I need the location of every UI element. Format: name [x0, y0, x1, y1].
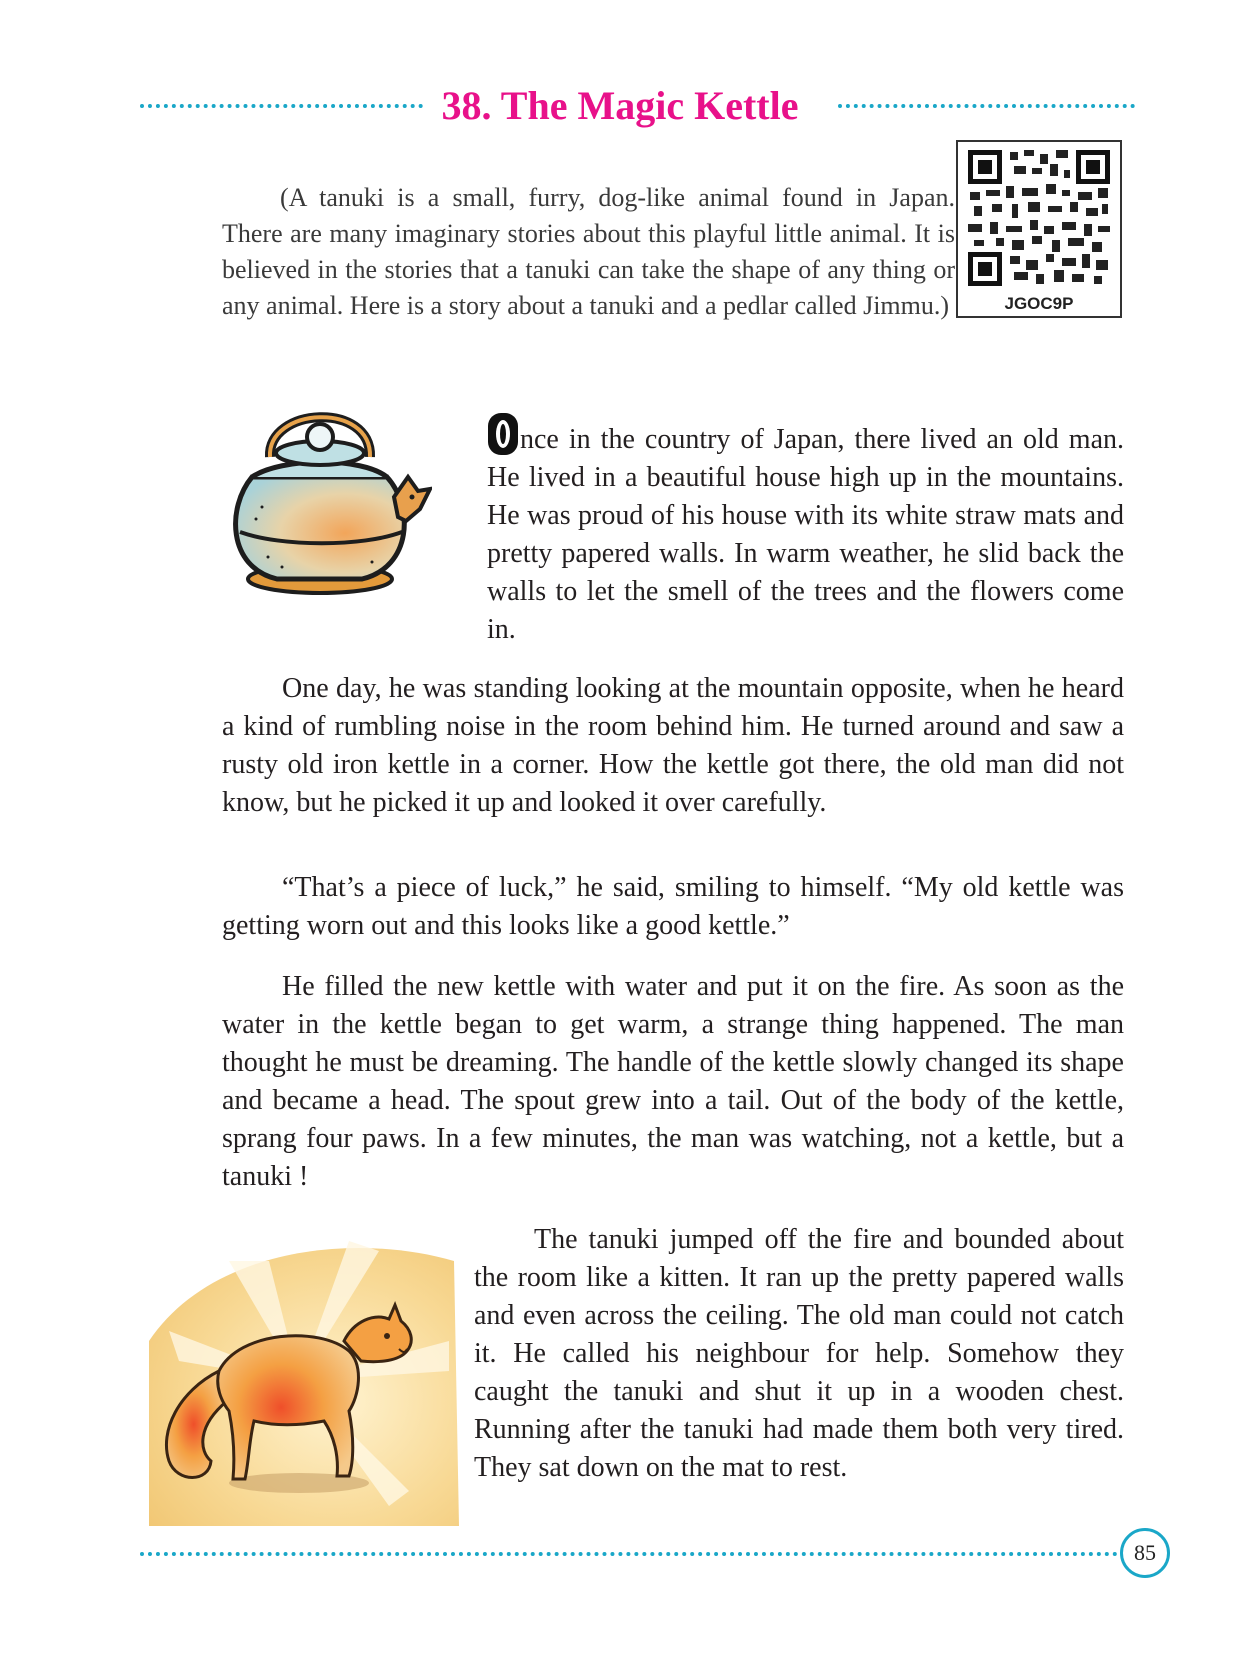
page-number-badge: [1120, 1528, 1170, 1578]
tanuki-illustration: [149, 1221, 459, 1526]
story-paragraph-3-text: “That’s a piece of luck,” he said, smiling to himself. “My old kettle was getting worn out and this looks like a good kettle.”: [222, 872, 1124, 941]
page-number: 85: [1134, 1540, 1156, 1565]
story-paragraph-5-text: The tanuki jumped off the fire and bounded about the room like a kitten. It ran up the pretty papered walls and even across the ceiling. The old man could not catch it. He called his neighbour for help. Somehow they caught the tanuki and shut it up in a wooden chest. Running after the tanuki had made them both very tired. They sat down on the mat to rest.: [474, 1224, 1124, 1483]
story-paragraph-4-text: He filled the new kettle with water and put it on the fire. As soon as the water in the kettle began to get warm, a strange thing happened. The man thought he must be dreaming. The handle of the kettle slowly changed its shape and became a head. The spout grew into a tail. Out of the body of the kettle, sprang four paws. In a few minutes, the man was watching, not a kettle, but a tanuki !: [222, 971, 1124, 1192]
story-paragraph-1-text: nce in the country of Japan, there lived an old man. He lived in a beautiful house high up in the mountains. He was proud of his house with its white straw mats and pretty papered walls. In warm weather, he slid back the walls to let the smell of the trees and the flowers come in.: [487, 424, 1124, 645]
intro-text: (A tanuki is a small, furry, dog-like animal found in Japan. There are many imaginary stories about this playful little animal. It is believed in the stories that a tanuki can take the shape of any thing or any animal. Here is a story about a tanuki and a pedlar called Jimmu.): [222, 183, 955, 320]
story-paragraph-1: [487, 412, 1124, 649]
drop-cap-letter: O: [503, 440, 504, 441]
drop-cap: [487, 412, 519, 456]
story-paragraph-2: [222, 670, 1124, 822]
story-paragraph-3: [222, 869, 1124, 945]
header-rule-right: [838, 104, 1135, 108]
page-title: 38. The Magic Kettle: [441, 83, 799, 128]
story-paragraph-5: [474, 1221, 1124, 1487]
kettle-illustration: [222, 397, 432, 602]
story-paragraph-2-text: One day, he was standing looking at the mountain opposite, when he heard a kind of rumbling noise in the room behind him. He turned around and saw a rusty old iron kettle in a corner. How the kettle got there, the old man did not know, but he picked it up and looked it over carefully.: [222, 673, 1124, 818]
qr-code-icon: [966, 148, 1112, 288]
header-rule-left: [140, 104, 423, 108]
qr-code-box[interactable]: [956, 140, 1122, 318]
intro-paragraph: [222, 180, 955, 324]
footer-rule: [140, 1552, 1118, 1556]
story-paragraph-4: [222, 968, 1124, 1196]
qr-code-label: JGOC9P: [1004, 294, 1074, 313]
